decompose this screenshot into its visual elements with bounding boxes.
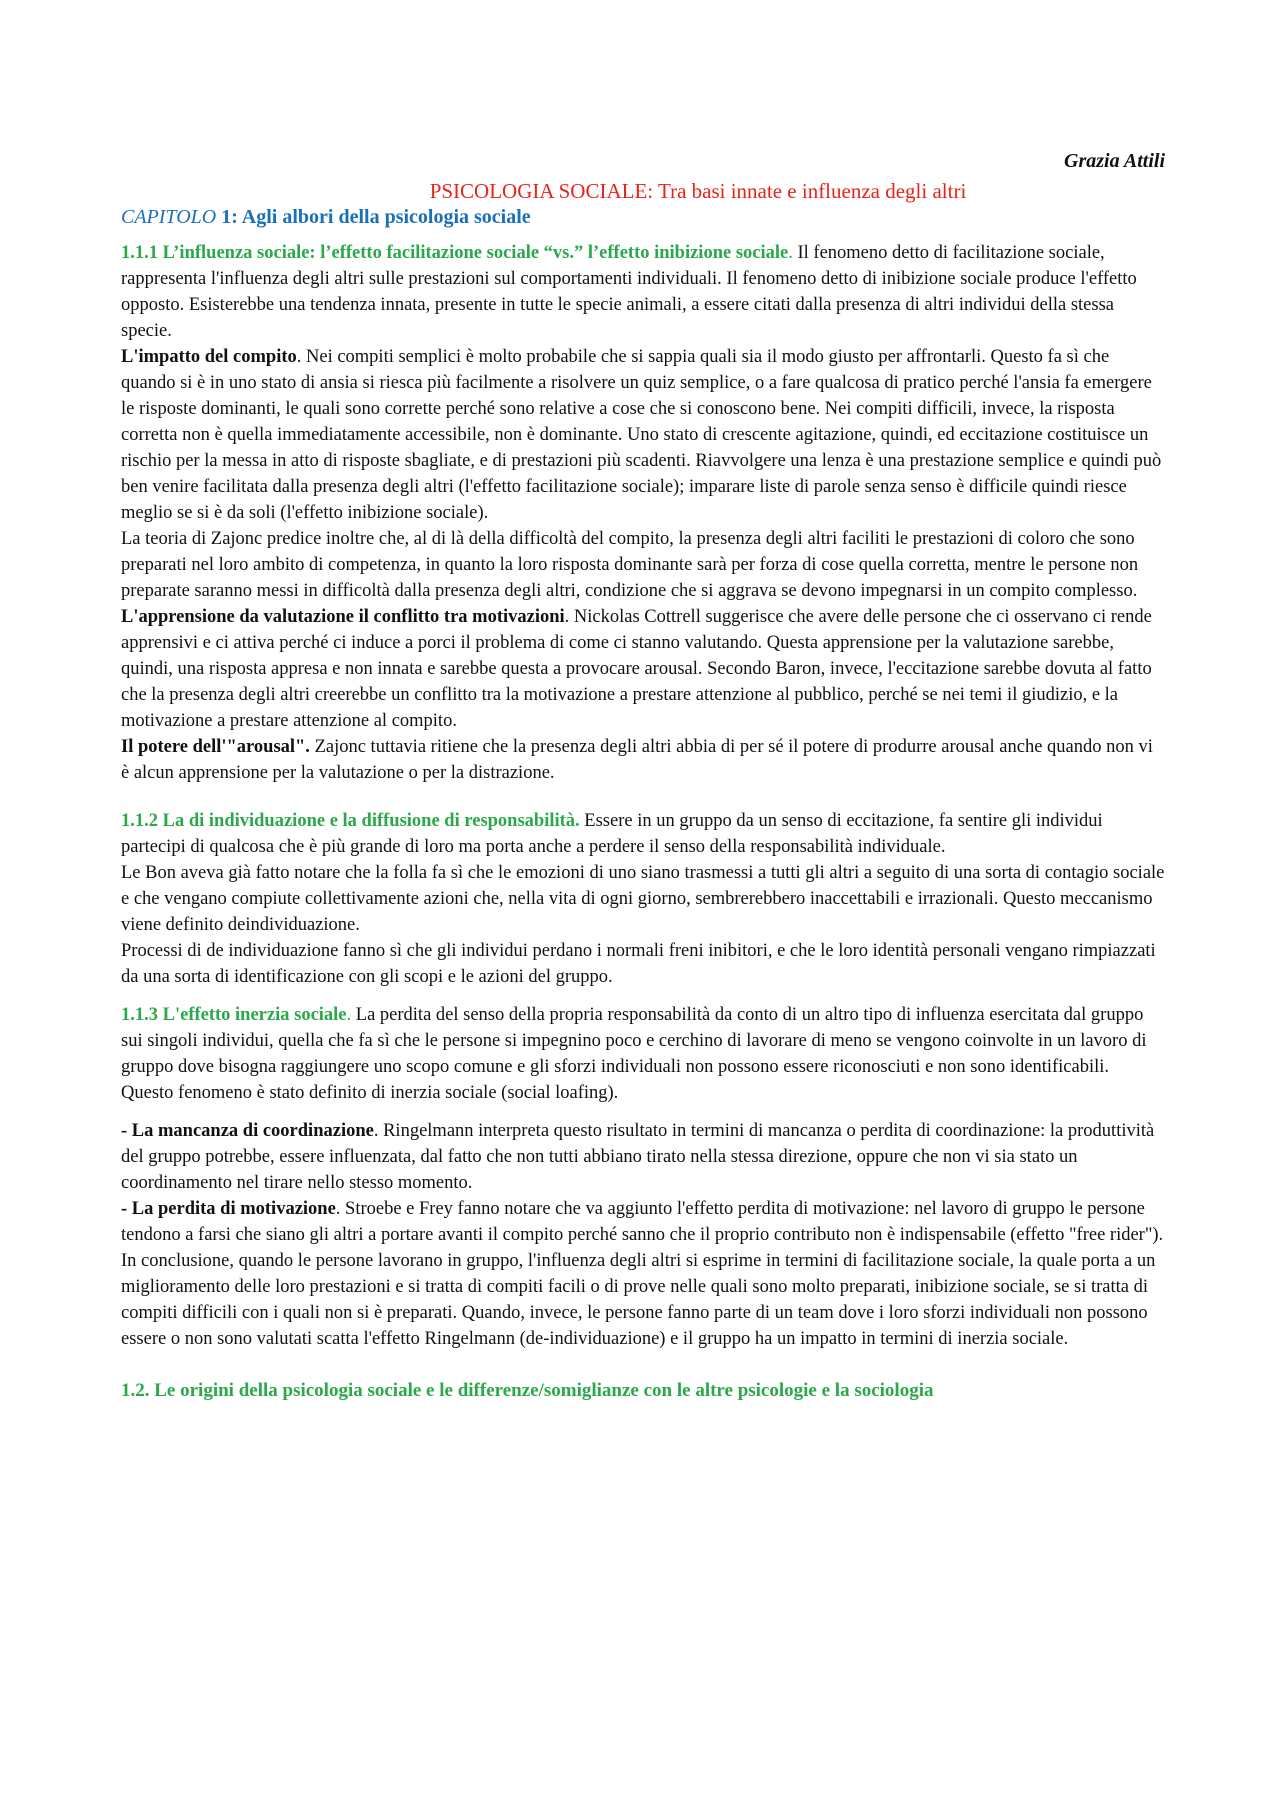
chapter-label: CAPITOLO [121,206,217,228]
section-1-1-2-text: Essere in un gruppo da un senso di eccitazione, fa sentire gli individui partecipi di qualcosa che è più grande di loro ma porta anche a perdere il senso della responsabilità individuale. [121,811,1103,857]
spacer [121,786,1165,808]
chapter-number: 1: [216,206,238,228]
author-name: Grazia Attili [1064,150,1165,172]
section-1-1-2-heading: 1.1.2 La di individuazione e la diffusione di responsabilità. [121,811,580,831]
section-1-1-3-dot: . [346,1005,352,1025]
impatto-text: . Nei compiti semplici è molto probabile che si sappia quali sia il modo giusto per affrontarli. Questo fa sì che quando si è in uno stato di ansia si riesca più facilmente a risolvere un quiz semplice, o a fare qualcosa di pratico perché l'ansia fa emergere le risposte dominanti, le quali sono corrette perché sono relative a cose che si conoscono bene. Nei compiti difficili, invece, la risposta corretta non è quella immediatamente accessibile, non è dominante. Uno stato di crescente agitazione, quindi, ed eccitazione costituisce un rischio per la messa in atto di risposte sbagliate, e di prestazioni più scadenti. Riavvolgere una lenza è una prestazione semplice e quindi può ben venire facilitata dalla presenza degli altri (l'effetto facilitazione sociale); imparare liste di parole senza senso è difficile quindi riesce meglio se si è da soli (l'effetto inibizione sociale). [121,347,1162,523]
paragraph-potere [121,734,1165,786]
paragraph-processi: Processi di de individuazione fanno sì che gli individui perdano i normali freni inibitori, e che le loro identità personali vengano rimpiazzati da una sorta di identificazione con gli scopi e le azioni del gruppo. [121,941,1156,987]
section-1-1-1-heading: 1.1.1 L’influenza sociale: l’effetto facilitazione sociale “vs.” l’effetto inibizione sociale [121,243,789,263]
section-1-1-1 [121,240,1165,344]
spacer [121,990,1165,1002]
section-1-1-1-text: Il fenomeno detto di facilitazione sociale, rappresenta l'influenza degli altri sulle prestazioni sul comportamenti individuali. Il fenomeno detto di inibizione sociale produce l'effetto opposto. Esisterebbe una tendenza innata, presente in tutte le specie animali, a essere citati dalla presenza di altri individui della stessa specie. [121,243,1137,341]
section-1-1-1-dot: . [788,243,793,263]
spacer [121,1352,1165,1374]
paragraph-impatto [121,344,1165,526]
spacer [121,1106,1165,1118]
coordinazione-label: - La mancanza di coordinazione [121,1121,374,1141]
title-prefix: PSICOLOGIA SOCIALE: [429,179,654,203]
paragraph-coordinazione [121,1118,1165,1196]
potere-label: Il potere dell'"arousal". [121,737,310,757]
motivazione-text: . Stroebe e Frey fanno notare che va aggiunto l'effetto perdita di motivazione: nel lavoro di gruppo le persone tendono a farsi che siano gli altri a portare avanti il compito perché sanno che il proprio contributo non è indispensabile (effetto "free rider"). [121,1199,1164,1245]
apprensione-text: . Nickolas Cottrell suggerisce che avere delle persone che ci osservano ci rende apprensivi e ci attiva perché ci induce a porci il problema di come ci stanno valutando. Questa apprensione per la valutazione sarebbe, quindi, una risposta appresa e non innata e sarebbe questa a provocare arousal. Secondo Baron, invece, l'eccitazione sarebbe dovuta al fatto che la presenza degli altri creerebbe un conflitto tra la motivazione a prestare attenzione al pubblico, perché se nei temi il giudizio, e la motivazione a prestare attenzione al compito. [121,607,1152,731]
chapter-title: Agli albori della psicologia sociale [237,206,531,228]
paragraph-lebon: Le Bon aveva già fatto notare che la folla fa sì che le emozioni di uno siano trasmessi a tutti gli altri a seguito di una sorta di contagio sociale e che vengano compiute collettivamente azioni che, nella vita di ogni giorno, sembrerebbero inaccettabili e irrazionali. Questo meccanismo viene definito deindividuazione. [121,863,1165,935]
chapter-heading [121,204,1165,230]
paragraph-motivazione [121,1196,1165,1248]
paragraph-apprensione [121,604,1165,734]
section-1-1-3 [121,1002,1165,1106]
section-1-1-2 [121,808,1165,860]
paragraph-zajonc: La teoria di Zajonc predice inoltre che, al di là della difficoltà del compito, la presenza degli altri faciliti le prestazioni di coloro che sono preparati nel loro ambito di competenza, in quanto la loro risposta dominante sarà per forza di cose quella corretta, mentre le persone non preparate saranno messi in difficoltà dalla presenza degli altri, condizione che si aggrava se devono impegnarsi in un compito complesso. [121,529,1139,601]
document-body [121,148,1165,1404]
section-1-1-3-text: La perdita del senso della propria responsabilità da conto di un altro tipo di influenza esercitata dal gruppo sui singoli individui, quella che fa sì che le persone si impegnino poco e cerchino di lavorare di meno se vengono coinvolte in un lavoro di gruppo dove bisogna raggiungere uno scopo comune e gli sforzi individuali non possono essere riconosciuti e non sono identificabili. Questo fenomeno è stato definito di inerzia sociale (social loafing). [121,1005,1147,1103]
paragraph-conclusione: In conclusione, quando le persone lavorano in gruppo, l'influenza degli altri si esprime in termini di facilitazione sociale, la quale porta a un miglioramento delle loro prestazioni e si tratta di compiti facili o di prove nelle quali sono molto preparati, inibizione sociale, se si tratta di compiti difficili con i quali non si è preparati. Quando, invece, le persone fanno parte di un team dove i loro sforzi individuali non possono essere o non sono valutati scatta l'effetto Ringelmann (de-individuazione) e il gruppo ha un impatto in termini di inerzia sociale. [121,1251,1156,1349]
apprensione-label: L'apprensione da valutazione il conflitto tra motivazioni [121,607,565,627]
potere-text: Zajonc tuttavia ritiene che la presenza degli altri abbia di per sé il potere di produrre arousal anche quando non vi è alcun apprensione per la valutazione o per la distrazione. [121,737,1153,783]
title-rest: Tra basi innate e influenza degli altri [653,179,967,203]
impatto-label: L'impatto del compito [121,347,297,367]
section-1-2-heading: 1.2. Le origini della psicologia sociale e le differenze/somiglianze con le altre psicologie e la sociologia [121,1380,934,1401]
coordinazione-text: . Ringelmann interpreta questo risultato in termini di mancanza o perdita di coordinazione: la produttività del gruppo potrebbe, essere influenzata, dal fatto che non tutti abbiano tirato nella stessa direzione, oppure che non vi sia stato un coordinamento nel tirare nello stesso momento. [121,1121,1155,1193]
document-title [231,178,1165,204]
section-1-1-3-heading: 1.1.3 L'effetto inerzia sociale [121,1005,347,1025]
motivazione-label: - La perdita di motivazione [121,1199,336,1219]
